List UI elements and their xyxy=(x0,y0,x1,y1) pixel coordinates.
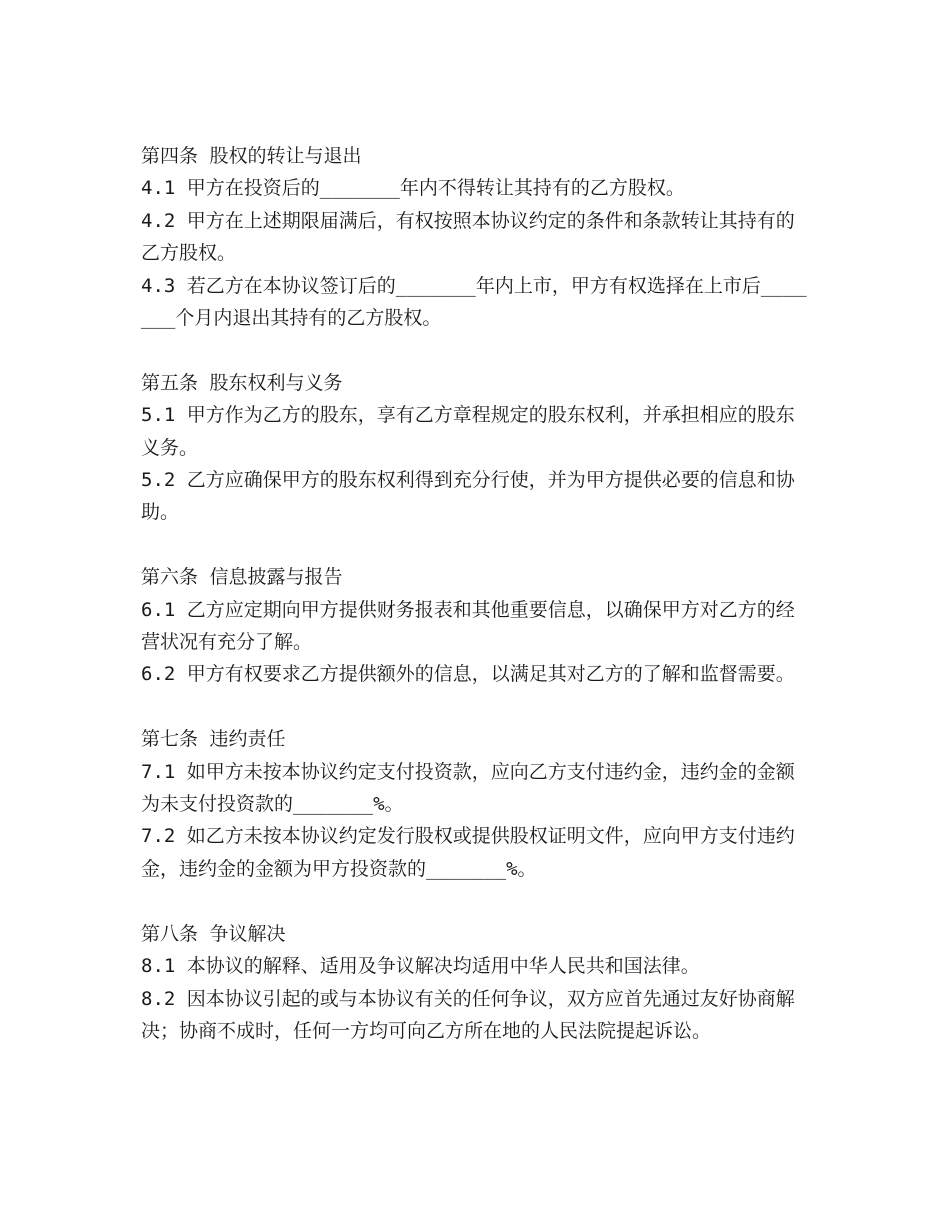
section-heading: 第八条 争议解决 xyxy=(141,922,286,945)
clause-6-2: 6.2 甲方有权要求乙方提供额外的信息，以满足其对乙方的了解和监督需要。 xyxy=(141,663,795,686)
section-article-4 xyxy=(141,140,809,334)
section-article-8 xyxy=(141,918,809,1048)
clause-8-2: 8.2 因本协议引起的或与本协议有关的任何争议，双方应首先通过友好协商解决；协商不成时，任何一方均可向乙方所在地的人民法院提起诉讼。 xyxy=(141,987,795,1042)
section-heading: 第七条 违约责任 xyxy=(141,728,286,751)
section-article-5 xyxy=(141,367,809,529)
clause-8-1: 8.1 本协议的解释、适用及争议解决均适用中华人民共和国法律。 xyxy=(141,955,700,978)
clause-5-2: 5.2 乙方应确保甲方的股东权利得到充分行使，并为甲方提供必要的信息和协助。 xyxy=(141,469,795,524)
clause-6-1: 6.1 乙方应定期向甲方提供财务报表和其他重要信息，以确保甲方对乙方的经营状况有充分了解。 xyxy=(141,598,795,654)
section-heading: 第六条 信息披露与报告 xyxy=(141,566,343,589)
clause-4-3: 4.3 若乙方在本协议签订后的_______年内上市，甲方有权选择在上市后_______个月内退出其持有的乙方股权。 xyxy=(141,274,807,330)
clause-7-2: 7.2 如乙方未按本协议约定发行股权或提供股权证明文件，应向甲方支付违约金，违约金的金额为甲方投资款的_______%。 xyxy=(141,825,795,880)
section-heading: 第四条 股权的转让与退出 xyxy=(141,145,362,167)
clause-4-1: 4.1 甲方在投资后的_______年内不得转让其持有的乙方股权。 xyxy=(141,177,685,200)
clause-4-2: 4.2 甲方在上述期限届满后，有权按照本协议约定的条件和条款转让其持有的乙方股权。 xyxy=(141,209,795,265)
clause-7-1: 7.1 如甲方未按本协议约定支付投资款，应向乙方支付违约金，违约金的金额为未支付投资款的_______%。 xyxy=(141,760,795,816)
section-article-7 xyxy=(141,723,809,885)
document-page xyxy=(141,140,809,1080)
section-article-6 xyxy=(141,561,809,691)
section-heading: 第五条 股东权利与义务 xyxy=(141,371,343,394)
clause-5-1: 5.1 甲方作为乙方的股东，享有乙方章程规定的股东权利，并承担相应的股东义务。 xyxy=(141,404,795,459)
